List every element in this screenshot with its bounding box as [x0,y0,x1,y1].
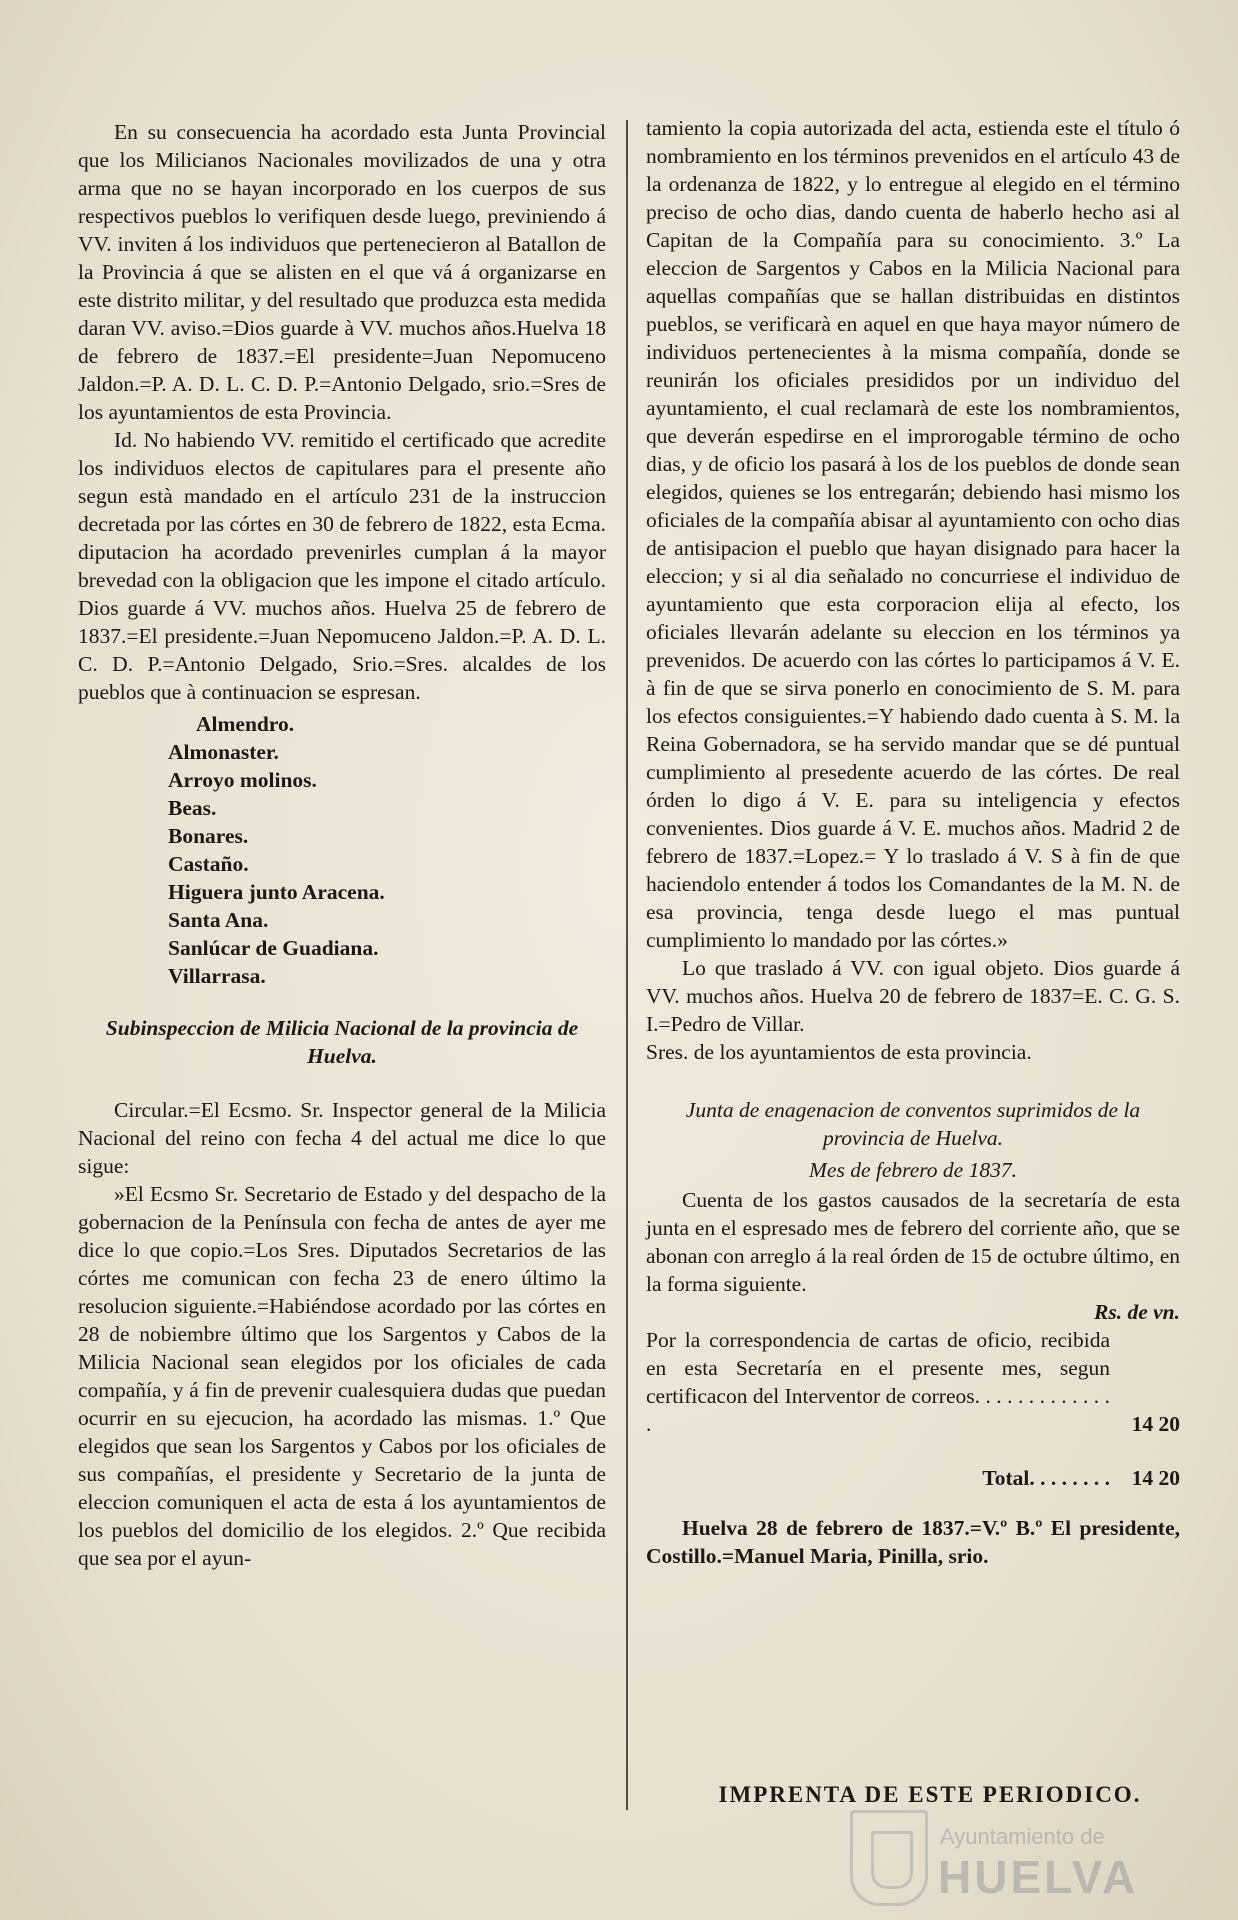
total-amount: 14 20 [1131,1466,1180,1490]
signoff: Huelva 28 de febrero de 1837.=V.º B.º El presidente, Costillo.=Manuel Maria, Pinilla, srio. [646,1516,1180,1568]
left-column [78,118,606,1572]
town-item: Almonaster. [168,740,279,764]
watermark-city-text: HUELVA [938,1851,1139,1903]
paragraph-decree-continued: tamiento la copia autorizada del acta, estienda este el título ó nombramiento en los términos prevenidos en el artículo 43 de la ordenanza de 1822, y lo entregue al elegido en el término preciso de ocho dias, dando cuenta de haberlo hecho asi al Capitan de la Compañía para su conocimiento. 3.º La eleccion de Sargentos y Cabos en la Milicia Nacional para aquellas compañías que se hallan distribuidas en distintos pueblos, se verificarà en aquel en que haya mayor número de individuos pertenecientes à la misma compañía, donde se reunirán los oficiales presididos por un individuo del ayuntamiento, el cual reclamarà de este los nombramientos, que deverán espedirse en el improrogable término de ocho dias, y de oficio los pasará à los de los pueblos de donde sean elegidos, quienes se los entregarán; debiendo hasi mismo los oficiales de la compañía abisar al ayuntamiento con ocho dias de antisipacion el pueblo que hayan disignado para hacer la eleccion; y si al dia señalado no concurriese el individuo de ayuntamiento que esta corporacion elija al efecto, los oficiales llevarán adelante su eleccion en los términos ya prevenidos. De acuerdo con las córtes lo participamos á V. E. à fin de que se sirva ponerlo en conocimiento de S. M. para los efectos consiguientes.=Y habiendo dado cuenta à S. M. la Reina Gobernadora, se ha servido mandar que se dé puntual cumplimiento al presedente acuerdo de las córtes. De real órden lo digo á V. E. para su inteligencia y efectos convenientes. Dios guarde á V. E. muchos años. Madrid 2 de febrero de 1837.=Lopez.= Y lo traslado á V. S à fin de que haciendolo entender á todos los Comandantes de la M. N. de esa provincia, tenga desde luego el mas puntual cumplimiento lo mandado por las córtes.» [646,116,1180,952]
section-title-subinspeccion: Subinspeccion de Milicia Nacional de la provincia de Huelva. [105,1016,579,1068]
total-label: Total. . . . . . . . [982,1466,1110,1490]
town-item: Bonares. [168,824,249,848]
column-divider [626,120,628,1810]
town-item: Beas. [168,796,217,820]
account-column-header [646,1298,1180,1326]
town-item: Arroyo molinos. [168,768,317,792]
paragraph-addressees: Sres. de los ayuntamientos de esta provincia. [646,1040,1032,1064]
account-item-text: Por la correspondencia de cartas de oficio, recibida en esta Secretaría en el presente mes, segun certificacon del Interventor de correos. . . . . . . . . . . . . . [646,1328,1110,1436]
town-item: Villarrasa. [168,964,266,988]
town-item: Almendro. [196,712,295,736]
paragraph-militia-order: En su consecuencia ha acordado esta Junta Provincial que los Milicianos Nacionales movilizados de una y otra arma que no se hayan incorporado en los cuerpos de sus respectivos pueblos lo verifiquen desde luego, previniendo á VV. inviten á los individuos que pertenecieron al Batallon de la Provincia á que se alisten en el que vá á organizarse en este distrito militar, y del resultado que produzca esta medida daran VV. aviso.=Dios guarde à VV. muchos años.Huelva 18 de febrero de 1837.=El presidente=Juan Nepomuceno Jaldon.=P. A. D. L. C. D. P.=Antonio Delgado, srio.=Sres de los ayuntamientos de esta Provincia. [78,120,606,424]
town-item: Higuera junto Aracena. [168,880,385,904]
account-row [646,1326,1180,1438]
watermark-top-text: Ayuntamiento de [940,1824,1105,1849]
watermark [850,1810,1170,1906]
account-intro: Cuenta de los gastos causados de la secretaría de esta junta en el espresado mes de febrero del corriente año, que se abonan con arreglo á la real órden de 15 de octubre último, en la forma siguiente. [646,1188,1180,1296]
right-column [646,114,1180,1570]
currency-label: Rs. de vn. [1094,1300,1180,1324]
town-list [78,710,606,990]
paragraph-capitulares-notice: Id. No habiendo VV. remitido el certificado que acredite los individuos electos de capitulares para el presente año segun està mandado en el artículo 231 de la instruccion decretada por las córtes en 30 de febrero de 1822, esta Ecma. diputacion ha acordado prevenirles cumplan á la mayor brevedad con la obligacion que les impone el citado artículo. Dios guarde á VV. muchos años. Huelva 25 de febrero de 1837.=El presidente.=Juan Nepomuceno Jaldon.=P. A. D. L. C. D. P.=Antonio Delgado, Srio.=Sres. alcaldes de los pueblos que à continuacion se espresan. [78,428,606,704]
paragraph-transfer: Lo que traslado á VV. con igual objeto. Dios guarde á VV. muchos años. Huelva 20 de febrero de 1837=E. C. G. S. I.=Pedro de Villar. [646,956,1180,1036]
printer-imprint: IMPRENTA DE ESTE PERIODICO. [718,1782,1142,1807]
city-seal-icon [850,1810,928,1906]
town-item: Sanlúcar de Guadiana. [168,936,379,960]
account-item-amount: 14 20 [1131,1412,1180,1436]
section-title-junta: Junta de enagenacion de conventos suprimidos de la provincia de Huelva. [685,1098,1141,1150]
town-item: Santa Ana. [168,908,269,932]
paragraph-decree: »El Ecsmo Sr. Secretario de Estado y del despacho de la gobernacion de la Península con fecha de antes de ayer me dice lo que copio.=Los Sres. Diputados Secretarios de las córtes me comunican con fecha 23 de enero último la resolucion siguiente.=Habiéndose acordado por las córtes en 28 de nobiembre último que los Sargentos y Cabos de la Milicia Nacional sean elegidos por los oficiales de cada compañía, y á fin de prevenir cualesquiera dudas que puedan ocurrir en su ejecucion, ha acordado las mismas. 1.º Que elegidos que sean los Sargentos y Cabos por los oficiales de sus compañías, el presidente y Secretario de la junta de eleccion comuniquen el acta de esta á los ayuntamientos de los pueblos del domicilio de los elegidos. 2.º Que recibida que sea por el ayun- [78,1182,606,1570]
town-item: Castaño. [168,852,249,876]
month-heading: Mes de febrero de 1837. [809,1158,1017,1182]
account-total-row [646,1464,1180,1492]
paragraph-circular: Circular.=El Ecsmo. Sr. Inspector general de la Milicia Nacional del reino con fecha 4 del actual me dice lo que sigue: [78,1098,606,1178]
